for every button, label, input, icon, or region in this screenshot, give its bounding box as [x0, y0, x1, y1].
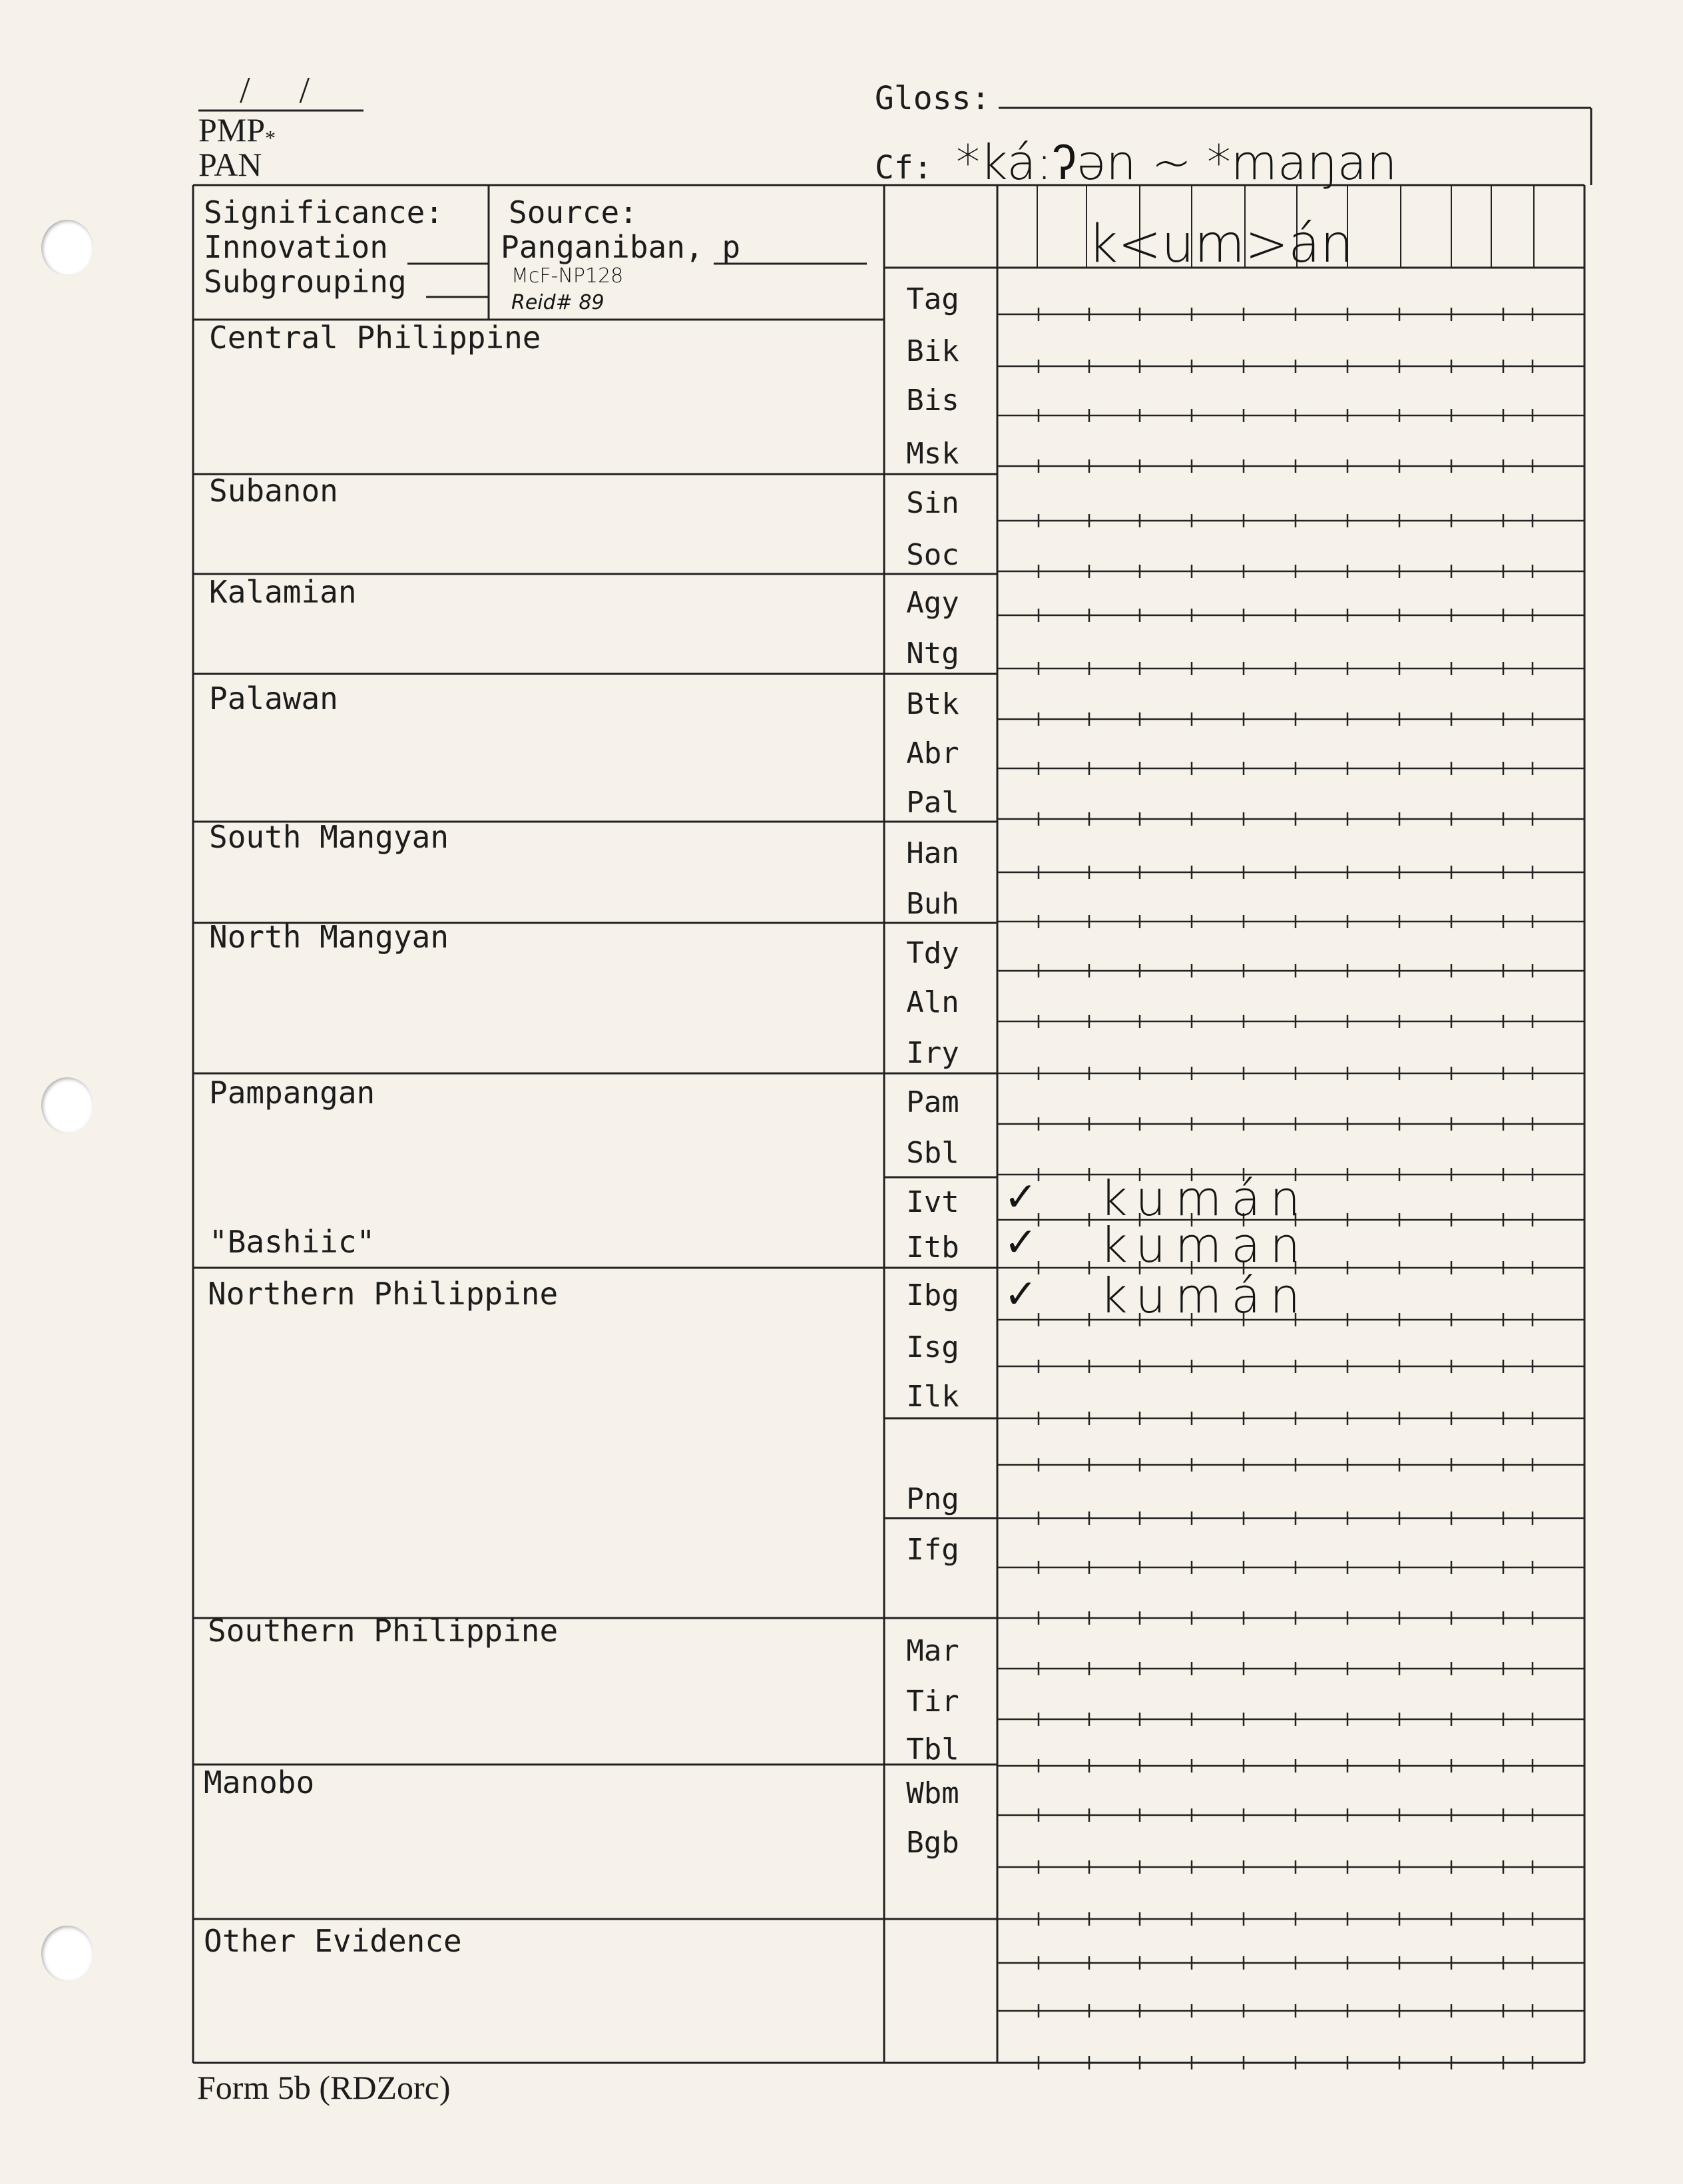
pmp-text: PMP [198, 111, 266, 148]
source-note-1: McF-NP128 [511, 264, 624, 288]
lang-msk: Msk [906, 437, 959, 471]
group-palawan: Palawan [209, 681, 338, 716]
lang-tag: Tag [906, 282, 959, 316]
lang-ntg: Ntg [906, 637, 959, 671]
source-label: Source: [509, 194, 638, 230]
lang-png: Png [906, 1482, 959, 1516]
entry-itb-form: kuman [1100, 1217, 1310, 1273]
source-value: Panganiban, p [501, 229, 741, 265]
lang-pam: Pam [906, 1085, 959, 1119]
lang-tbl: Tbl [906, 1733, 959, 1767]
group-northern-philippine: Northern Philippine [208, 1276, 559, 1312]
slash-marks: / / [240, 70, 330, 111]
lang-iry: Iry [906, 1036, 959, 1070]
subgrouping-label: Subgrouping [204, 264, 407, 300]
entry-itb-check: ✓ [1004, 1219, 1038, 1266]
group-north-mangyan: North Mangyan [209, 919, 449, 955]
reconstruction-form: k<um>án [1088, 214, 1353, 274]
group-manobo: Manobo [204, 1765, 315, 1800]
lang-sbl: Sbl [906, 1136, 959, 1170]
entry-ivt-check: ✓ [1004, 1174, 1038, 1221]
form-footer: Form 5b (RDZorc) [197, 2069, 451, 2106]
group-bashiic: "Bashiic" [209, 1224, 375, 1260]
innovation-label: Innovation [204, 229, 388, 265]
lang-sin: Sin [906, 486, 959, 520]
significance-label: Significance: [204, 194, 444, 230]
group-central-philippine: Central Philippine [209, 320, 541, 356]
lang-abr: Abr [906, 736, 959, 770]
pmp-label [198, 113, 276, 148]
lang-tir: Tir [906, 1685, 959, 1719]
pan-label: PAN [198, 146, 262, 183]
lang-tdy: Tdy [906, 936, 959, 970]
lang-isg: Isg [906, 1330, 959, 1364]
lang-bis: Bis [906, 384, 959, 417]
pmp-star: * [265, 126, 276, 150]
lang-bik: Bik [906, 334, 959, 368]
group-subanon: Subanon [209, 473, 338, 509]
group-southern-philippine: Southern Philippine [208, 1613, 559, 1649]
entry-ivt-form: kumán [1100, 1171, 1310, 1227]
cf-value: *ká:ʔən ~ *maŋan [956, 135, 1397, 190]
source-note-2: Reid# 89 [511, 291, 604, 314]
lang-wbm: Wbm [906, 1776, 959, 1810]
lang-agy: Agy [906, 586, 959, 620]
entry-ibg-check: ✓ [1004, 1271, 1038, 1318]
group-pampangan: Pampangan [209, 1075, 375, 1111]
lang-bgb: Bgb [906, 1826, 959, 1860]
lang-itb: Itb [906, 1230, 959, 1264]
lang-soc: Soc [906, 538, 959, 572]
group-south-mangyan: South Mangyan [209, 819, 449, 855]
lang-buh: Buh [906, 887, 959, 921]
lang-mar: Mar [906, 1634, 959, 1668]
lang-ivt: Ivt [906, 1185, 959, 1219]
lang-ibg: Ibg [906, 1278, 959, 1312]
group-other-evidence: Other Evidence [204, 1923, 462, 1959]
lang-han: Han [906, 836, 959, 870]
entry-ibg-form: kumán [1100, 1268, 1310, 1324]
lang-aln: Aln [906, 985, 959, 1019]
lang-pal: Pal [906, 786, 959, 820]
group-kalamian: Kalamian [209, 574, 357, 610]
lang-btk: Btk [906, 687, 959, 721]
lang-ifg: Ifg [906, 1533, 959, 1567]
gloss-label: Gloss: [875, 80, 991, 117]
cf-label: Cf: [875, 149, 933, 186]
lang-ilk: Ilk [906, 1380, 959, 1414]
